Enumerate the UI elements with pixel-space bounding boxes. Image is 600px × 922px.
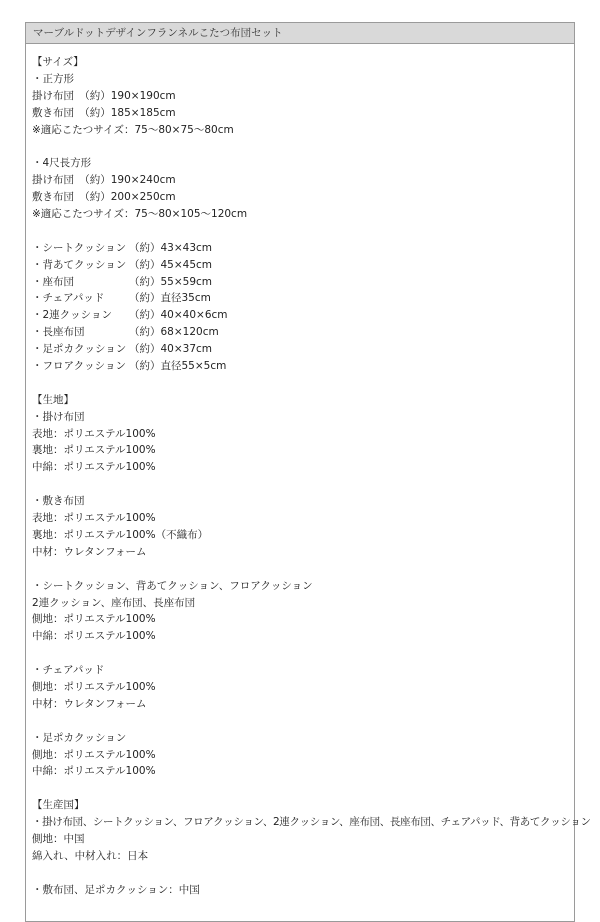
fabric-line: 側地：ポリエステル100% <box>32 680 156 693</box>
cushion-name: ・フロアクッション <box>32 360 126 373</box>
spacer <box>32 645 574 662</box>
fabric-line: ・シートクッション、背あてクッション、フロアクッション <box>32 579 313 592</box>
cushion-row <box>32 274 574 291</box>
fabric-line: 中綿：ポリエステル100% <box>32 630 156 643</box>
cushion-row <box>32 240 574 257</box>
fabric-line: ・チェアパッド <box>32 664 105 677</box>
cushion-size: （約）40×40×6cm <box>129 309 228 322</box>
fabric-line: 中材：ウレタンフォーム <box>32 697 147 710</box>
size-heading: 【サイズ】 <box>32 56 84 68</box>
rect4-line: 掛け布団 （約）190×240cm <box>32 174 176 187</box>
cushion-name: ・足ポカクッション <box>32 343 127 356</box>
fabric-line: ・敷き布団 <box>32 495 85 508</box>
fabric-line: 中綿：ポリエステル100% <box>32 765 156 778</box>
rect4-line: 敷き布団 （約）200×250cm <box>32 191 176 204</box>
origin-line: 側地：中国 <box>32 832 85 845</box>
fabric-line: ・掛け布団 <box>32 410 85 423</box>
cushion-size: （約）43×43cm <box>129 241 213 254</box>
cushion-size: （約）40×37cm <box>129 343 213 356</box>
cushion-row <box>32 358 574 375</box>
cushion-name: ・背あてクッション <box>32 258 127 271</box>
square-line: 敷き布団 （約）185×185cm <box>32 106 176 119</box>
fabric-line: 中材：ウレタンフォーム <box>32 545 147 558</box>
square-title: ・正方形 <box>32 72 74 85</box>
cushion-name: ・シートクッション <box>32 241 127 254</box>
cushion-size: （約）68×120cm <box>129 326 219 339</box>
fabric-line: 2連クッション、座布団、長座布団 <box>32 596 196 609</box>
cushion-row <box>32 290 574 307</box>
spacer <box>32 476 574 493</box>
product-title: マーブルドットデザインフランネルこたつ布団セット <box>33 27 283 39</box>
cushion-name: ・2連クッション <box>32 309 112 322</box>
cushion-name: ・座布団 <box>32 275 74 288</box>
cushion-row <box>32 257 574 274</box>
origin-line: ・敷布団、足ポカクッション：中国 <box>32 883 200 896</box>
cushion-row <box>32 307 574 324</box>
cushion-name: ・長座布団 <box>32 326 85 339</box>
spacer <box>32 223 574 240</box>
spacer <box>32 713 574 730</box>
fabric-line: 表地：ポリエステル100% <box>32 512 156 525</box>
fabric-line: 中綿：ポリエステル100% <box>32 461 156 474</box>
spacer <box>32 375 574 392</box>
fabric-line: 裏地：ポリエステル100% <box>32 444 156 457</box>
fabric-line: 側地：ポリエステル100% <box>32 748 156 761</box>
origin-line: ・掛け布団、シートクッション、フロアクッション、2連クッション、座布団、長座布団、チェアパッド、背あてクッション <box>32 816 591 829</box>
fabric-heading: 【生地】 <box>32 393 74 406</box>
square-line: 掛け布団 （約）190×190cm <box>32 89 176 102</box>
cushion-size: （約）直径55×5cm <box>129 360 227 373</box>
fabric-line: 側地：ポリエステル100% <box>32 613 156 626</box>
rect4-title: ・4尺長方形 <box>32 157 92 170</box>
rect4-line: ※適応こたつサイズ：75～80×105～120cm <box>32 208 248 221</box>
origin-line: 綿入れ、中材入れ：日本 <box>32 849 149 862</box>
cushion-size: （約）45×45cm <box>129 258 213 271</box>
spec-content <box>26 44 591 899</box>
spacer <box>32 780 574 797</box>
fabric-line: 裏地：ポリエステル100%（不織布） <box>32 528 209 541</box>
cushion-row <box>32 324 574 341</box>
cushion-name: ・チェアパッド <box>32 292 105 305</box>
cushion-row <box>32 341 574 358</box>
spec-table <box>25 22 591 922</box>
fabric-line: 表地：ポリエステル100% <box>32 427 156 440</box>
cushion-size: （約）直径35cm <box>129 292 211 305</box>
spacer <box>32 561 574 578</box>
spacer <box>32 138 574 155</box>
table-header <box>26 23 574 44</box>
spacer <box>32 865 574 882</box>
fabric-line: ・足ポカクッション <box>32 731 127 744</box>
cushion-size: （約）55×59cm <box>129 275 213 288</box>
square-line: ※適応こたつサイズ：75～80×75～80cm <box>32 123 234 136</box>
origin-heading: 【生産国】 <box>32 799 85 812</box>
